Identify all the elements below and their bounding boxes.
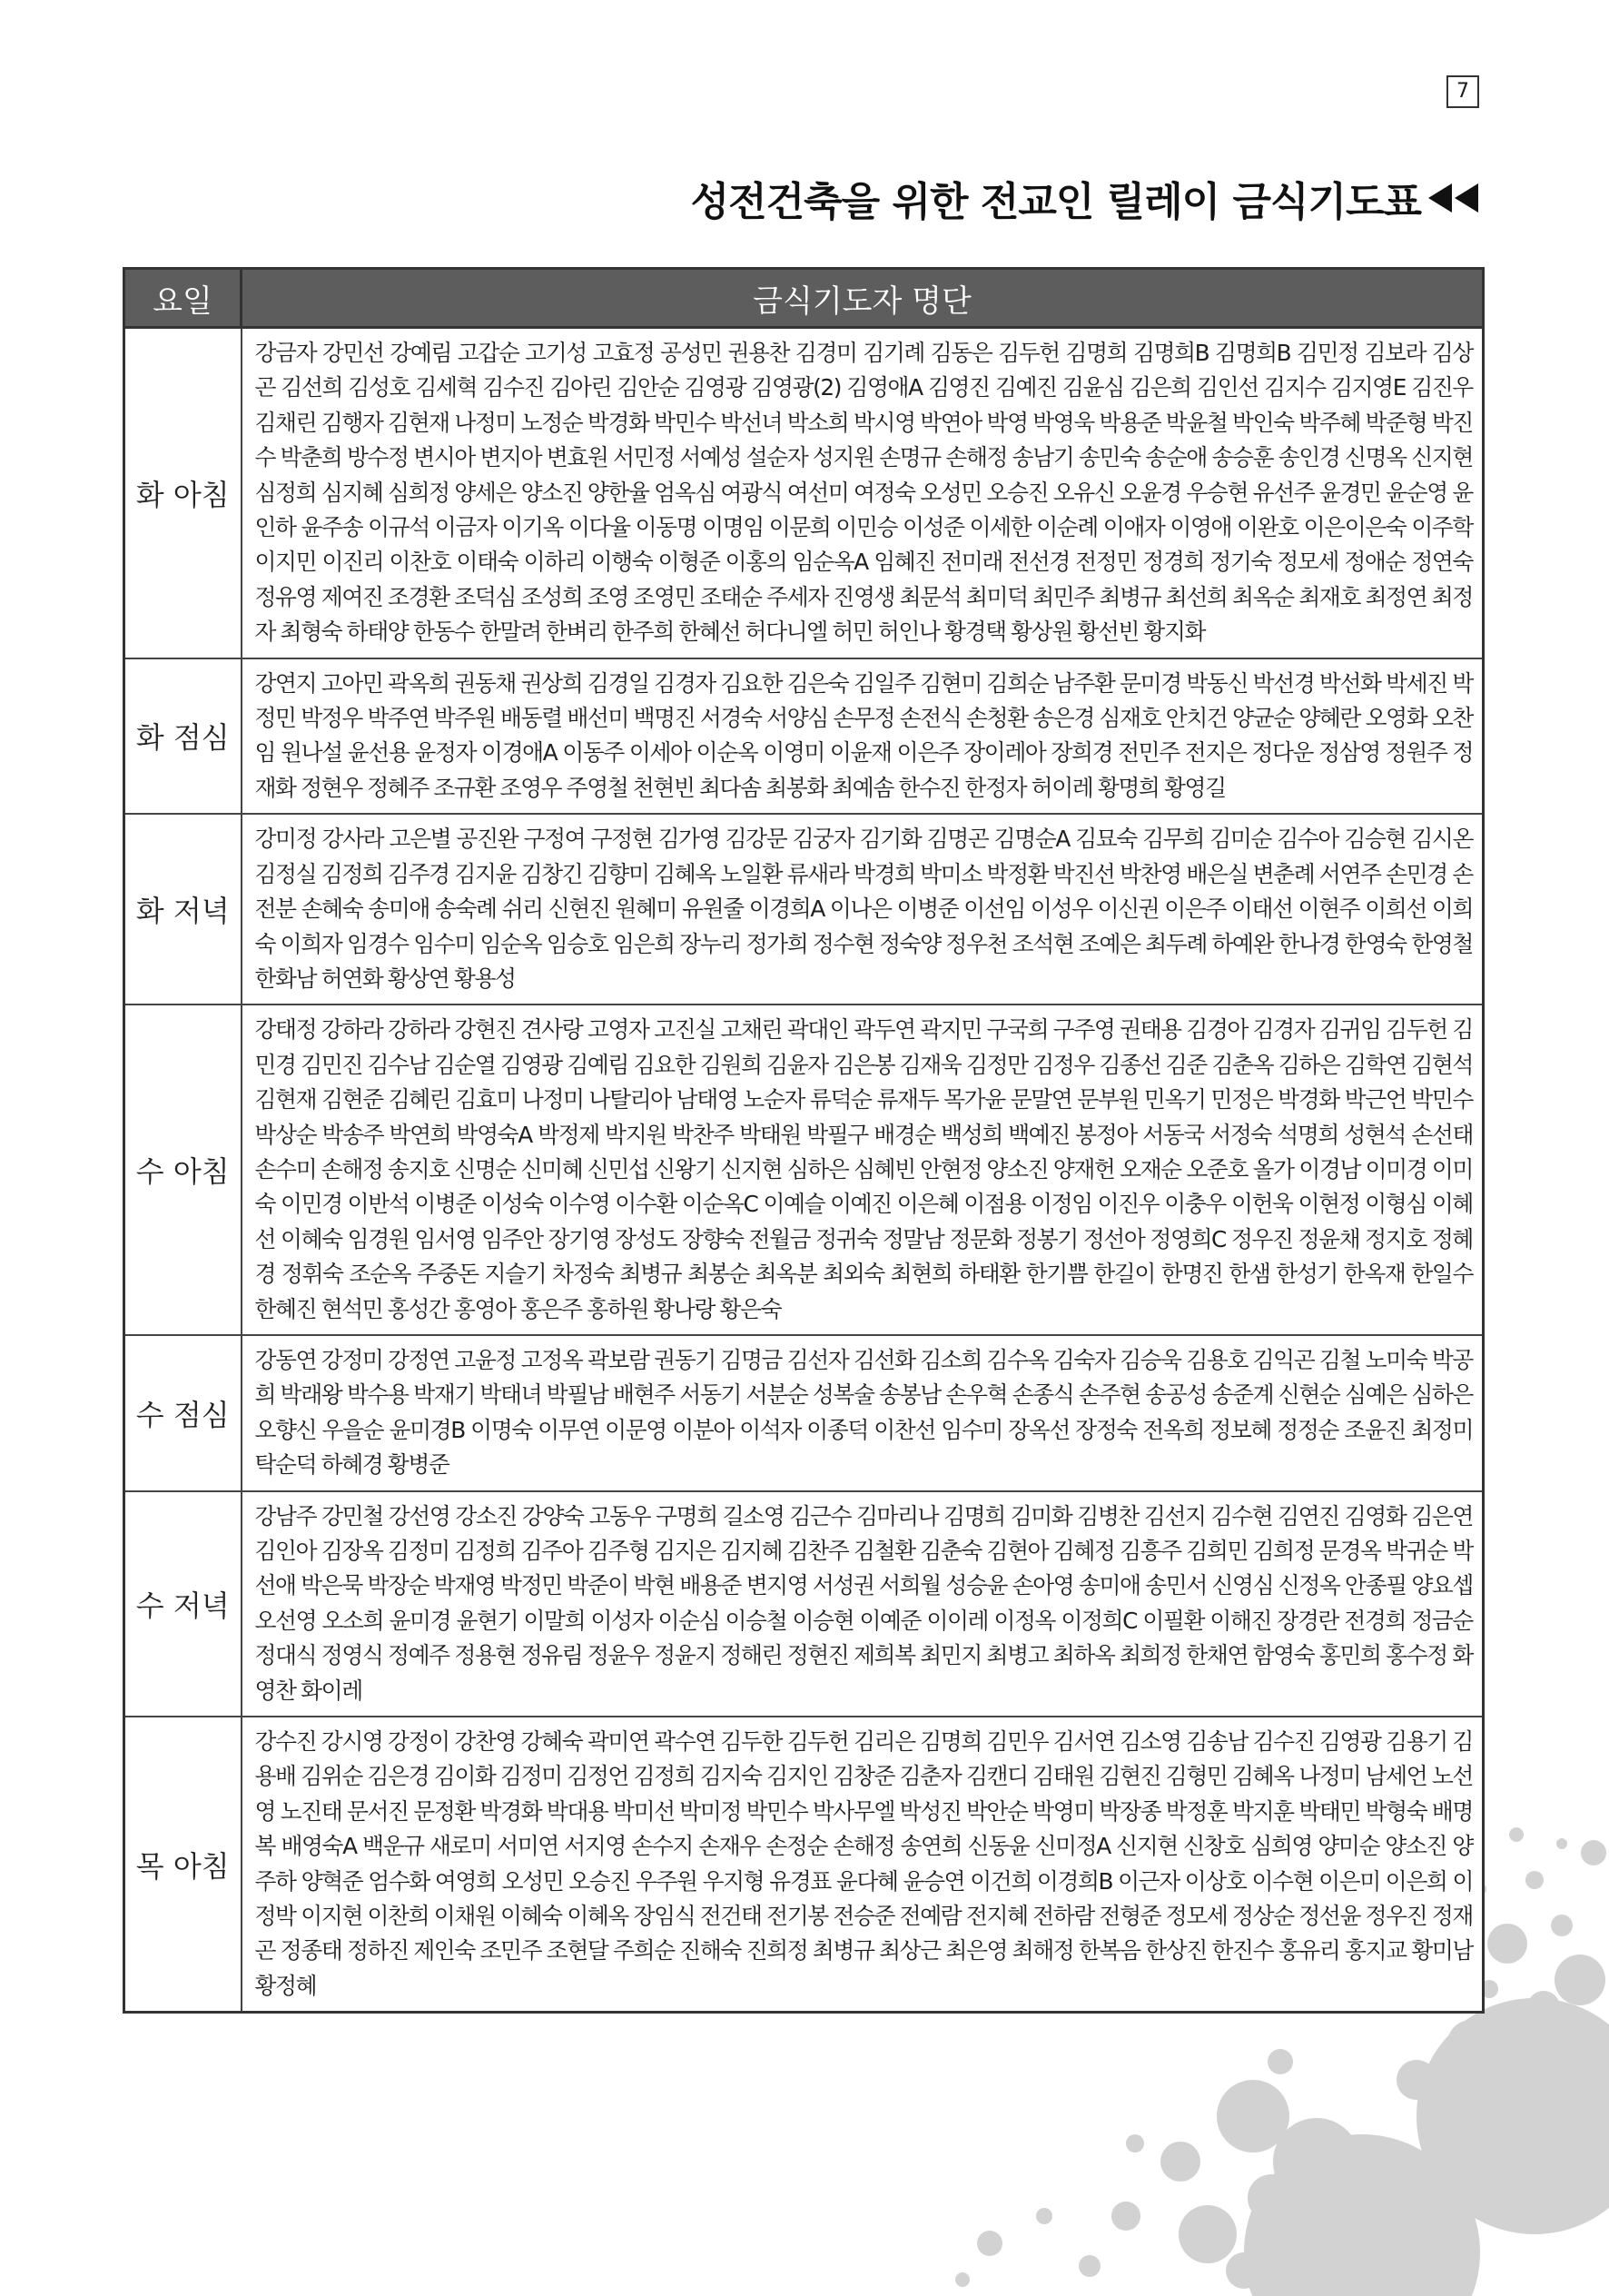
table-row [124, 1491, 1484, 1717]
page-title: 성전건축을 위한 전교인 릴레이 금식기도표 [690, 179, 1421, 225]
double-arrow-left-icon [1428, 183, 1478, 213]
names-list: 강남주 강민철 강선영 강소진 강양숙 고동우 구명희 길소영 김근수 김마리나 김명희 김미화 김병찬 김선지 김수현 김연진 김영화 김은연 김인아 김장옥 김정미 김정희 김주아 김주형 김지은 김지혜 김찬주 김철환 김춘숙 김현아 김혜정 김흥주 김희민 김희정 문경옥 박귀순 박선애 박은묵 박장순 박재영 박정민 박준이 박현 배용준 변지영 서성권 서희월 성승윤 손아영 송미애 송민서 신영심 신정옥 안종필 양요셉 오선영 오소희 윤미경 윤현기 이말희 이성자 이순심 이승철 이승현 이예준 이이레 이정옥 이정희C 이필환 이해진 장경란 전경희 정금순 정대식 정영식 정예주 정용현 정유림 정윤우 정윤지 정해린 정현진 제희복 최민지 최병고 최하옥 최희정 한채연 함영숙 홍민희 홍수정 화영찬 화이레 [242, 1491, 1484, 1717]
day-label: 화 점심 [124, 658, 242, 815]
title-row [691, 169, 1478, 227]
day-label: 수 아침 [124, 1004, 242, 1335]
names-list: 강금자 강민선 강예림 고갑순 고기성 고효정 공성민 권용찬 김경미 김기례 김동은 김두헌 김명희 김명희B 김명희B 김민정 김보라 김상곤 김선희 김성호 김세혁 김수진 김아린 김안순 김영광 김영광(2) 김영애A 김영진 김예진 김윤심 김은희 김인선 김지수 김지영E 김진우 김채린 김행자 김현재 나정미 노정순 박경화 박민수 박선녀 박소희 박시영 박연아 박영 박영욱 박용준 박윤철 박인숙 박주혜 박준형 박진수 박춘희 방수정 변시아 변지아 변효원 서민정 서예성 설순자 성지원 손명규 손해정 송남기 송민숙 송순애 송승훈 송인경 신명옥 신지현 심정희 심지혜 심희정 양세은 양소진 양한율 엄옥심 여광식 여선미 여정숙 오성민 오승진 오유신 오윤경 우승현 유선주 윤경민 윤순영 윤인하 윤주송 이규석 이금자 이기옥 이다율 이동명 이명임 이문희 이민승 이성준 이세한 이순례 이애자 이영애 이완호 이은이은숙 이주학 이지민 이진리 이찬호 이태숙 이하리 이행숙 이형준 이홍의 임순옥A 임혜진 전미래 전선경 전정민 정경희 정기숙 정모세 정애순 정연숙 정유영 제여진 조경환 조덕심 조성희 조영 조영민 조태순 주세자 진영생 최문석 최미덕 최민주 최병규 최선희 최옥순 최재호 최정연 최정자 최형숙 하태양 한동수 한말려 한벼리 한주희 한혜선 허다니엘 허민 허인나 황경택 황상원 황선빈 황지화 [242, 328, 1484, 658]
fasting-prayer-table [123, 267, 1485, 2014]
table-header-row [124, 269, 1484, 328]
names-list: 강동연 강정미 강정연 고윤정 고정옥 곽보람 권동기 김명금 김선자 김선화 김소희 김수옥 김숙자 김승욱 김용호 김익곤 김철 노미숙 박공희 박래왕 박수용 박재기 박태녀 박필남 배현주 서동기 서분순 성복술 송봉남 손우혁 손종식 손주현 송공성 송준계 신현순 심예은 심하은 오향신 우을순 윤미경B 이명숙 이무연 이문영 이분아 이석자 이종덕 이찬선 임수미 장옥선 장정숙 전옥희 정보혜 정정순 조윤진 최정미 탁순덕 하혜경 황병준 [242, 1335, 1484, 1491]
header-day: 요일 [124, 269, 242, 328]
table-row [124, 1004, 1484, 1335]
day-label: 화 아침 [124, 328, 242, 658]
table-row [124, 814, 1484, 1004]
names-list: 강수진 강시영 강정이 강찬영 강혜숙 곽미연 곽수연 김두한 김두헌 김리은 김명희 김민우 김서연 김소영 김송남 김수진 김영광 김용기 김용배 김위순 김은경 김이화 김정미 김정언 김정희 김지숙 김지인 김창준 김춘자 김캔디 김태원 김현진 김형민 김혜옥 나정미 남세언 노선영 노진태 문서진 문정환 박경화 박대용 박미선 박미정 박민수 박사무엘 박성진 박안순 박영미 박장종 박정훈 박지훈 박태민 박형숙 배명복 배영숙A 백운규 새로미 서미연 서지영 손수지 손재우 손정순 손해정 송연희 신동윤 신미정A 신지현 신창호 심희영 양미순 양소진 양주하 양혁준 엄수화 여영희 오성민 오승진 우주원 우지형 유경표 윤다혜 윤승연 이건희 이경희B 이근자 이상호 이수현 이은미 이은희 이정박 이지현 이찬희 이채원 이혜숙 이혜옥 장임식 전건태 전기봉 전승준 전예람 전지혜 전하람 전형준 정모세 정상순 정선윤 정우진 정재곤 정종태 정하진 제인숙 조민주 조현달 주희순 진해숙 진희정 최병규 최상근 최은영 최해정 한복음 한상진 한진수 홍유리 홍지교 황미남 황정혜 [242, 1717, 1484, 2013]
table-row [124, 658, 1484, 815]
table-row [124, 1335, 1484, 1491]
names-list: 강연지 고아민 곽옥희 권동채 권상희 김경일 김경자 김요한 김은숙 김일주 김현미 김희순 남주환 문미경 박동신 박선경 박선화 박세진 박정민 박정우 박주연 박주원 배동렬 배선미 백명진 서경숙 서양심 손무정 손전식 손청환 송은경 심재호 안치건 양균순 양혜란 오영화 오찬임 원나설 윤선용 윤정자 이경애A 이동주 이세아 이순옥 이영미 이윤재 이은주 장이레아 장희경 전민주 전지은 정다운 정삼영 정원주 정재화 정현우 정혜주 조규환 조영우 주영철 천현빈 최다솜 최봉화 최예솜 한수진 한정자 허이레 황명희 황영길 [242, 658, 1484, 815]
names-list: 강미정 강사라 고은별 공진완 구정여 구정현 김가영 김강문 김궁자 김기화 김명곤 김명순A 김묘숙 김무희 김미순 김수아 김승현 김시온 김정실 김정희 김주경 김지윤 김창긴 김향미 김혜옥 노일환 류새라 박경희 박미소 박정환 박진선 박찬영 배은실 변춘례 서연주 손민경 손전분 손혜숙 송미애 송숙례 쉬리 신현진 원혜미 유원줄 이경희A 이나은 이병준 이선임 이성우 이신권 이은주 이태선 이현주 이희선 이희숙 이희자 임경수 임수미 임순옥 임승호 임은희 장누리 정가희 정수현 정숙양 정우천 조석현 조예은 최두례 하예완 한나경 한영숙 한영철 한화남 허연화 황상연 황용성 [242, 814, 1484, 1004]
day-label: 수 저녁 [124, 1491, 242, 1717]
header-names: 금식기도자 명단 [242, 269, 1484, 328]
day-label: 수 점심 [124, 1335, 242, 1491]
table-row [124, 328, 1484, 658]
page-number: 7 [1446, 75, 1479, 108]
day-label: 화 저녁 [124, 814, 242, 1004]
names-list: 강태정 강하라 강하라 강현진 견사랑 고영자 고진실 고채린 곽대인 곽두연 곽지민 구국희 구주영 권태용 김경아 김경자 김귀임 김두헌 김민경 김민진 김수남 김순열 김영광 김예림 김요한 김원희 김윤자 김은봉 김재욱 김정만 김정우 김종선 김준 김춘옥 김하은 김학연 김현석 김현재 김현준 김혜린 김효미 나정미 나탈리아 남태영 노순자 류덕순 류재두 목가윤 문말연 문부원 민옥기 민정은 박경화 박근언 박민수 박상순 박송주 박연희 박영숙A 박정제 박지원 박찬주 박태원 박필구 배경순 백성희 백예진 봉정아 서동국 서정숙 석명희 성현석 손선태 손수미 손해정 송지호 신명순 신미혜 신민섭 신왕기 신지현 심하은 심혜빈 안현정 양소진 양재헌 오재순 오준호 올가 이경남 이미경 이미숙 이민경 이반석 이병준 이성숙 이수영 이수환 이순옥C 이예슬 이예진 이은혜 이점용 이정임 이진우 이충우 이헌욱 이현정 이형심 이혜선 이혜숙 임경원 임서영 임주안 장기영 장성도 장향숙 전월금 정귀숙 정말남 정문화 정봉기 정선아 정영희C 정우진 정윤채 정지호 정혜경 정휘숙 조순옥 주중돈 지슬기 차정숙 최병규 최봉순 최옥분 최외숙 최현희 하태환 한기쁨 한길이 한명진 한샘 한성기 한옥재 한일수 한혜진 현석민 홍성간 홍영아 홍은주 홍하원 황나랑 황은숙 [242, 1004, 1484, 1335]
table-row [124, 1717, 1484, 2013]
day-label: 목 아침 [124, 1717, 242, 2013]
